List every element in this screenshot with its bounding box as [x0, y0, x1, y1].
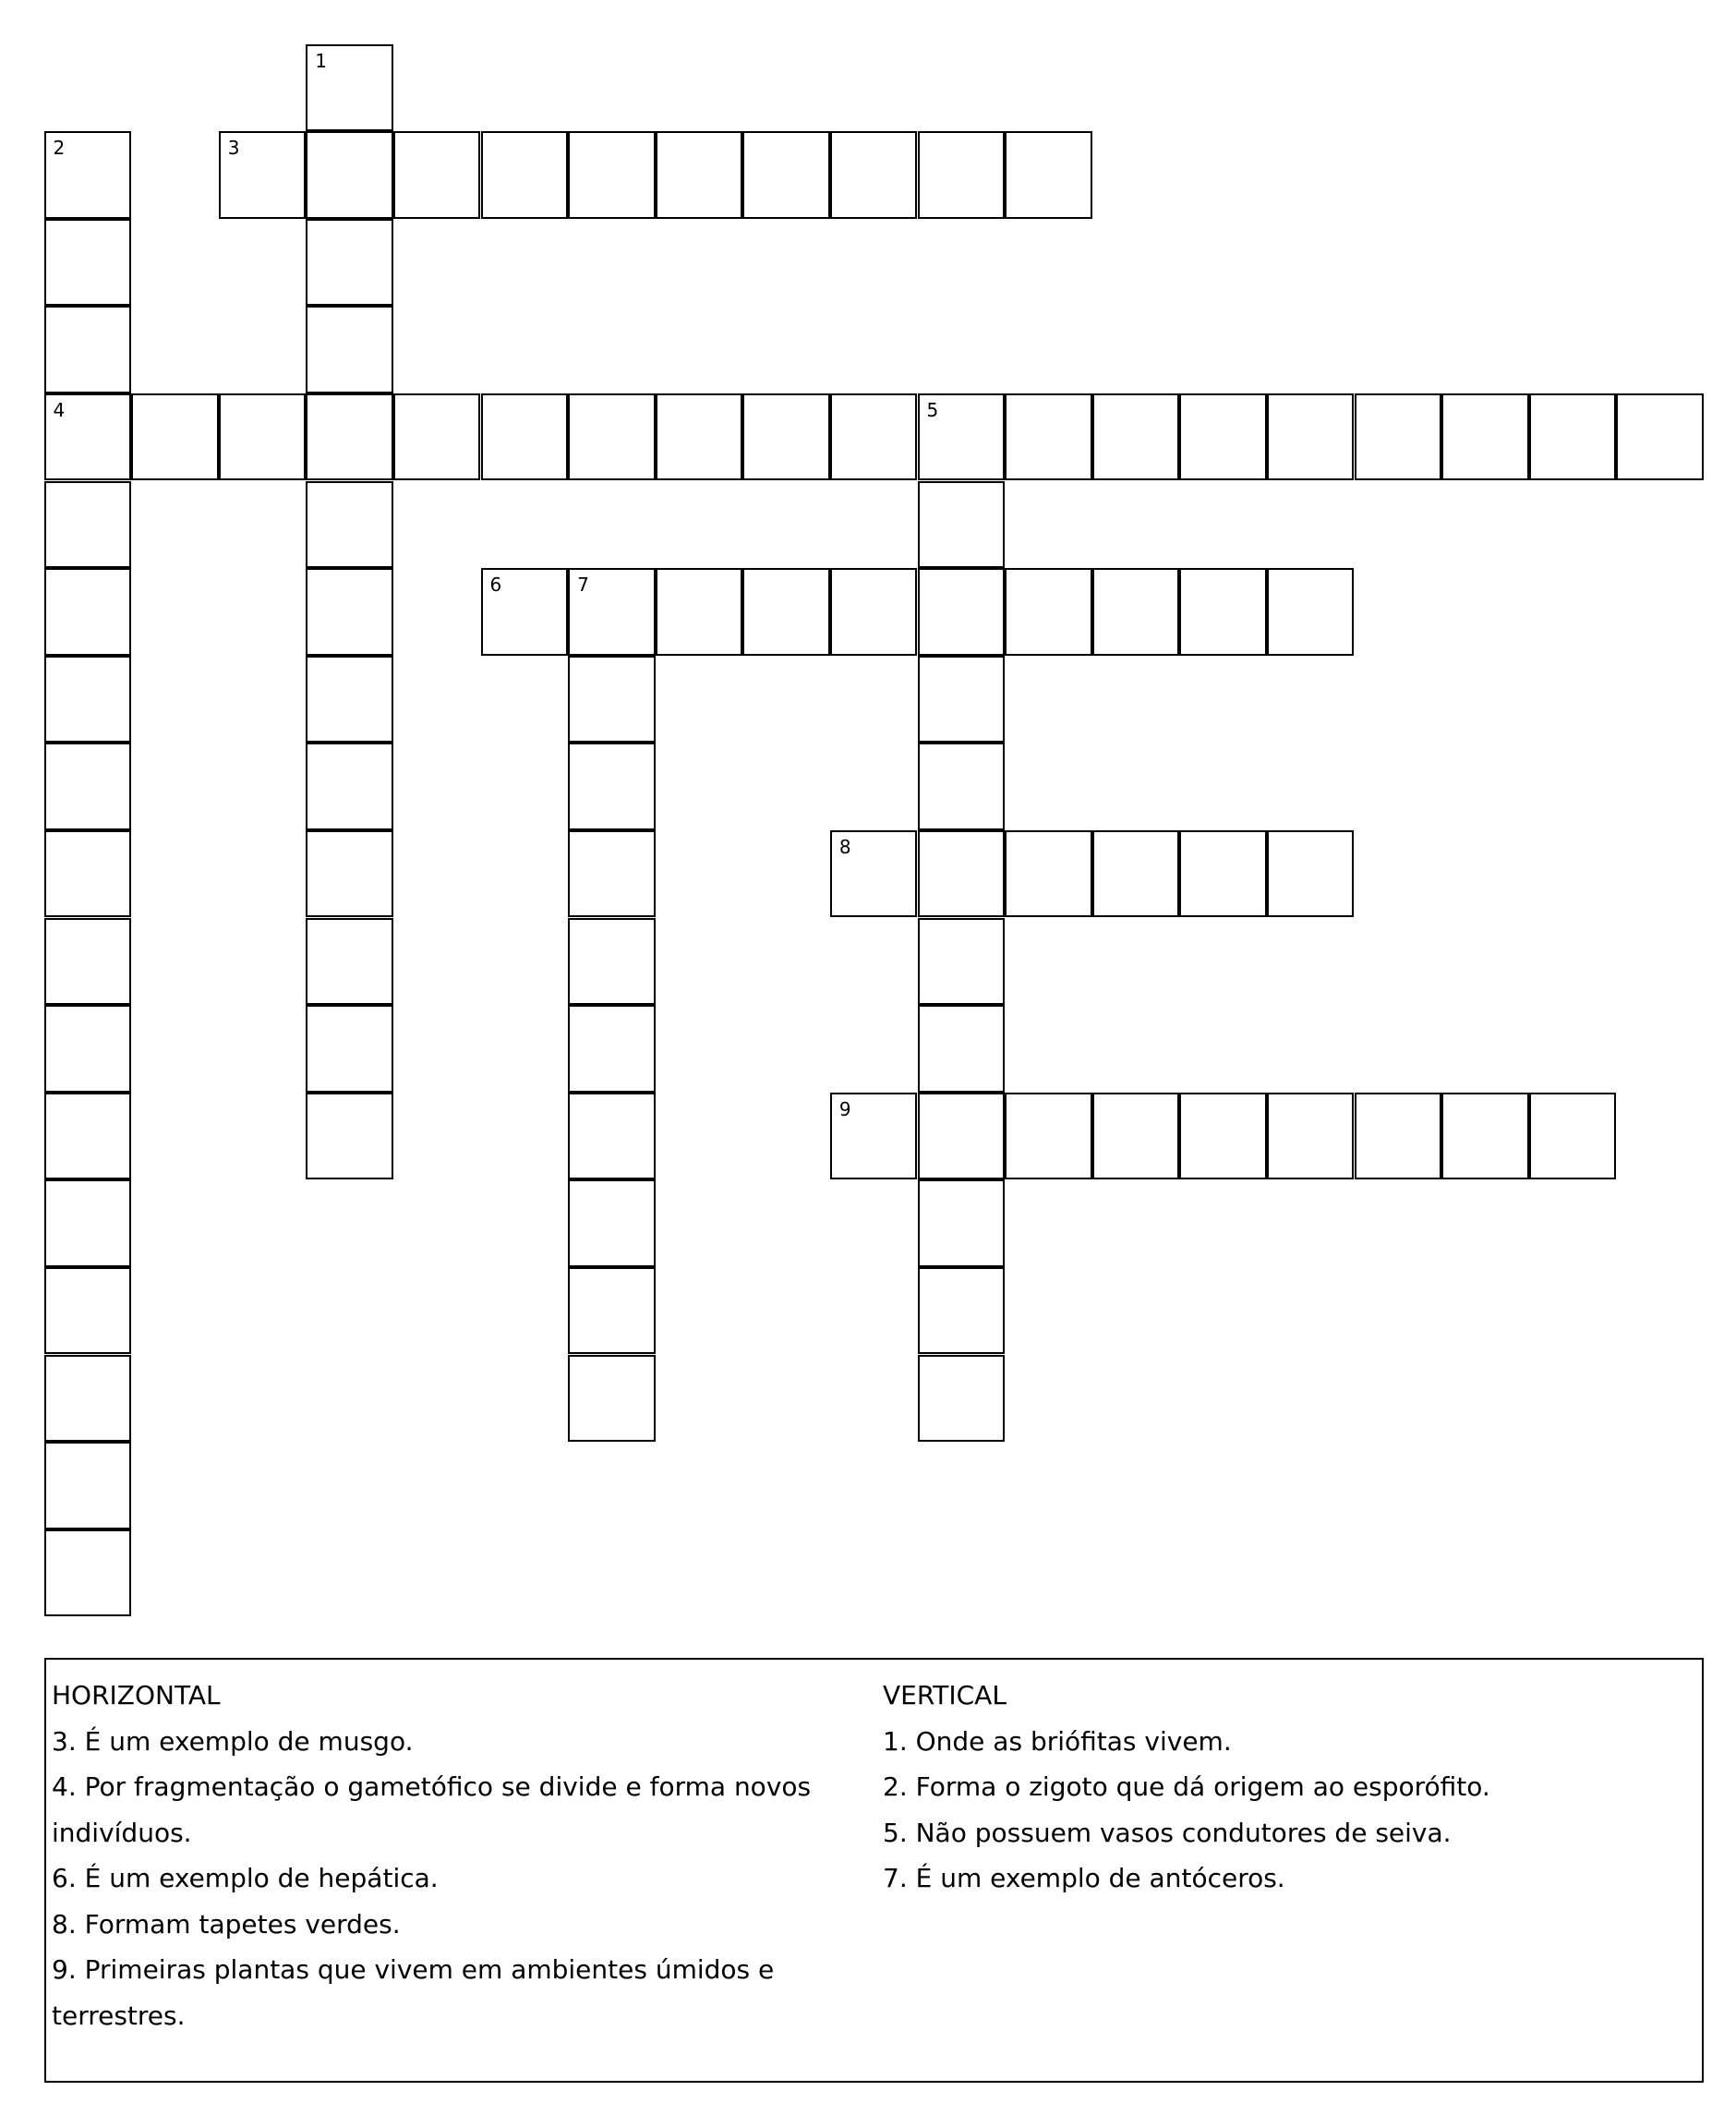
- clue-horizontal-6: 6. É um exemplo de hepática.: [52, 1863, 439, 1893]
- grid-cell[interactable]: [306, 743, 393, 830]
- clue-number: 1: [315, 49, 328, 72]
- grid-cell[interactable]: [1005, 830, 1092, 918]
- clue-number: 7: [577, 574, 589, 597]
- grid-cell[interactable]: [656, 393, 743, 481]
- grid-cell[interactable]: [306, 918, 393, 1006]
- grid-cell[interactable]: [1179, 393, 1267, 481]
- vertical-heading: VERTICAL: [883, 1680, 1007, 1710]
- clue-vertical-7: 7. É um exemplo de antóceros.: [883, 1863, 1285, 1893]
- grid-cell[interactable]: [568, 393, 656, 481]
- grid-cell[interactable]: [44, 1005, 132, 1093]
- grid-cell[interactable]: [918, 131, 1006, 219]
- grid-cell[interactable]: [1092, 393, 1180, 481]
- grid-cell[interactable]: [306, 393, 393, 481]
- grid-cell[interactable]: [1005, 1093, 1092, 1180]
- grid-cell[interactable]: [830, 1093, 918, 1180]
- grid-cell[interactable]: [1179, 1093, 1267, 1180]
- grid-cell[interactable]: [306, 219, 393, 307]
- grid-cell[interactable]: [1179, 830, 1267, 918]
- grid-cell[interactable]: [393, 131, 481, 219]
- grid-cell[interactable]: [44, 1529, 132, 1617]
- grid-cell[interactable]: [44, 306, 132, 393]
- grid-cell[interactable]: [44, 1442, 132, 1529]
- grid-cell[interactable]: [44, 1355, 132, 1443]
- grid-cell[interactable]: [44, 1179, 132, 1267]
- clue-horizontal-4: 4. Por fragmentação o gametófico se divide e forma novos indivíduos.: [52, 1771, 812, 1848]
- grid-cell[interactable]: [1529, 393, 1617, 481]
- grid-cell[interactable]: [1441, 393, 1529, 481]
- grid-cell[interactable]: [306, 1093, 393, 1180]
- grid-cell[interactable]: [918, 393, 1006, 481]
- grid-cell[interactable]: [1179, 568, 1267, 656]
- grid-cell[interactable]: [1005, 568, 1092, 656]
- grid-cell[interactable]: [44, 830, 132, 918]
- clue-number: 9: [838, 1097, 851, 1120]
- grid-cell[interactable]: [306, 306, 393, 393]
- grid-cell[interactable]: [481, 393, 569, 481]
- grid-cell[interactable]: [1355, 1093, 1442, 1180]
- grid-cell[interactable]: [918, 1267, 1006, 1355]
- grid-cell[interactable]: [568, 743, 656, 830]
- grid-cell[interactable]: [219, 131, 307, 219]
- grid-cell[interactable]: [1267, 393, 1355, 481]
- grid-cell[interactable]: [1267, 830, 1355, 918]
- grid-cell[interactable]: [918, 1355, 1006, 1443]
- grid-cell[interactable]: [306, 568, 393, 656]
- grid-cell[interactable]: [568, 1355, 656, 1443]
- grid-cell[interactable]: [568, 1093, 656, 1180]
- clue-vertical-5: 5. Não possuem vasos condutores de seiva.: [883, 1817, 1452, 1848]
- grid-cell[interactable]: [656, 568, 743, 656]
- grid-cell[interactable]: [568, 1179, 656, 1267]
- horizontal-clues: [52, 1673, 846, 2038]
- grid-cell[interactable]: [1616, 393, 1704, 481]
- grid-cell[interactable]: [830, 830, 918, 918]
- grid-cell[interactable]: [44, 568, 132, 656]
- grid-cell[interactable]: [568, 830, 656, 918]
- grid-cell[interactable]: [306, 481, 393, 569]
- grid-cell[interactable]: [44, 481, 132, 569]
- clue-number: 4: [53, 398, 66, 421]
- grid-cell[interactable]: [742, 393, 830, 481]
- grid-cell[interactable]: [306, 1005, 393, 1093]
- grid-cell[interactable]: [830, 131, 918, 219]
- grid-cell[interactable]: [44, 918, 132, 1006]
- grid-cell[interactable]: [44, 393, 132, 481]
- grid-cell[interactable]: [918, 481, 1006, 569]
- grid-cell[interactable]: [1092, 568, 1180, 656]
- clue-number: 2: [53, 137, 66, 160]
- clue-number: 6: [489, 574, 502, 597]
- grid-cell[interactable]: [393, 393, 481, 481]
- grid-cell[interactable]: [830, 393, 918, 481]
- grid-cell[interactable]: [1267, 1093, 1355, 1180]
- grid-cell[interactable]: [131, 393, 219, 481]
- grid-cell[interactable]: [1441, 1093, 1529, 1180]
- grid-cell[interactable]: [742, 131, 830, 219]
- horizontal-heading: HORIZONTAL: [52, 1680, 221, 1710]
- clue-number: 3: [227, 137, 240, 160]
- grid-cell[interactable]: [306, 830, 393, 918]
- grid-cell[interactable]: [44, 1267, 132, 1355]
- vertical-clues: [883, 1673, 1677, 1902]
- grid-cell[interactable]: [918, 1093, 1006, 1180]
- grid-cell[interactable]: [1005, 131, 1092, 219]
- grid-cell[interactable]: [44, 1093, 132, 1180]
- clue-horizontal-8: 8. Formam tapetes verdes.: [52, 1908, 401, 1940]
- grid-cell[interactable]: [568, 918, 656, 1006]
- grid-cell[interactable]: [568, 656, 656, 743]
- grid-cell[interactable]: [742, 568, 830, 656]
- grid-cell[interactable]: [918, 830, 1006, 918]
- clue-horizontal-3: 3. É um exemplo de musgo.: [52, 1725, 414, 1757]
- grid-cell[interactable]: [219, 393, 307, 481]
- grid-cell[interactable]: [918, 743, 1006, 830]
- clue-number: 5: [926, 398, 939, 421]
- grid-cell[interactable]: [918, 1179, 1006, 1267]
- clue-horizontal-9: 9. Primeiras plantas que vivem em ambientes úmidos e terrestres.: [52, 1954, 775, 2031]
- grid-cell[interactable]: [568, 131, 656, 219]
- grid-cell[interactable]: [481, 131, 569, 219]
- grid-cell[interactable]: [1529, 1093, 1617, 1180]
- grid-cell[interactable]: [918, 568, 1006, 656]
- grid-cell[interactable]: [306, 131, 393, 219]
- grid-cell[interactable]: [44, 743, 132, 830]
- grid-cell[interactable]: [568, 1005, 656, 1093]
- clue-vertical-1: 1. Onde as briófitas vivem.: [883, 1725, 1232, 1757]
- grid-cell[interactable]: [481, 568, 569, 656]
- clue-vertical-2: 2. Forma o zigoto que dá origem ao esporófito.: [883, 1771, 1490, 1802]
- clues-box: [44, 1658, 1704, 2083]
- grid-cell[interactable]: [568, 1267, 656, 1355]
- grid-cell[interactable]: [1005, 393, 1092, 481]
- grid-cell[interactable]: [656, 131, 743, 219]
- grid-cell[interactable]: [306, 44, 393, 132]
- grid-cell[interactable]: [44, 131, 132, 219]
- grid-cell[interactable]: [44, 219, 132, 307]
- grid-cell[interactable]: [918, 918, 1006, 1006]
- grid-cell[interactable]: [568, 568, 656, 656]
- grid-cell[interactable]: [1355, 393, 1442, 481]
- grid-cell[interactable]: [1267, 568, 1355, 656]
- clue-number: 8: [838, 835, 851, 858]
- grid-cell[interactable]: [918, 1005, 1006, 1093]
- grid-cell[interactable]: [306, 656, 393, 743]
- grid-cell[interactable]: [1092, 830, 1180, 918]
- grid-cell[interactable]: [44, 656, 132, 743]
- grid-cell[interactable]: [830, 568, 918, 656]
- grid-cell[interactable]: [1092, 1093, 1180, 1180]
- grid-cell[interactable]: [918, 656, 1006, 743]
